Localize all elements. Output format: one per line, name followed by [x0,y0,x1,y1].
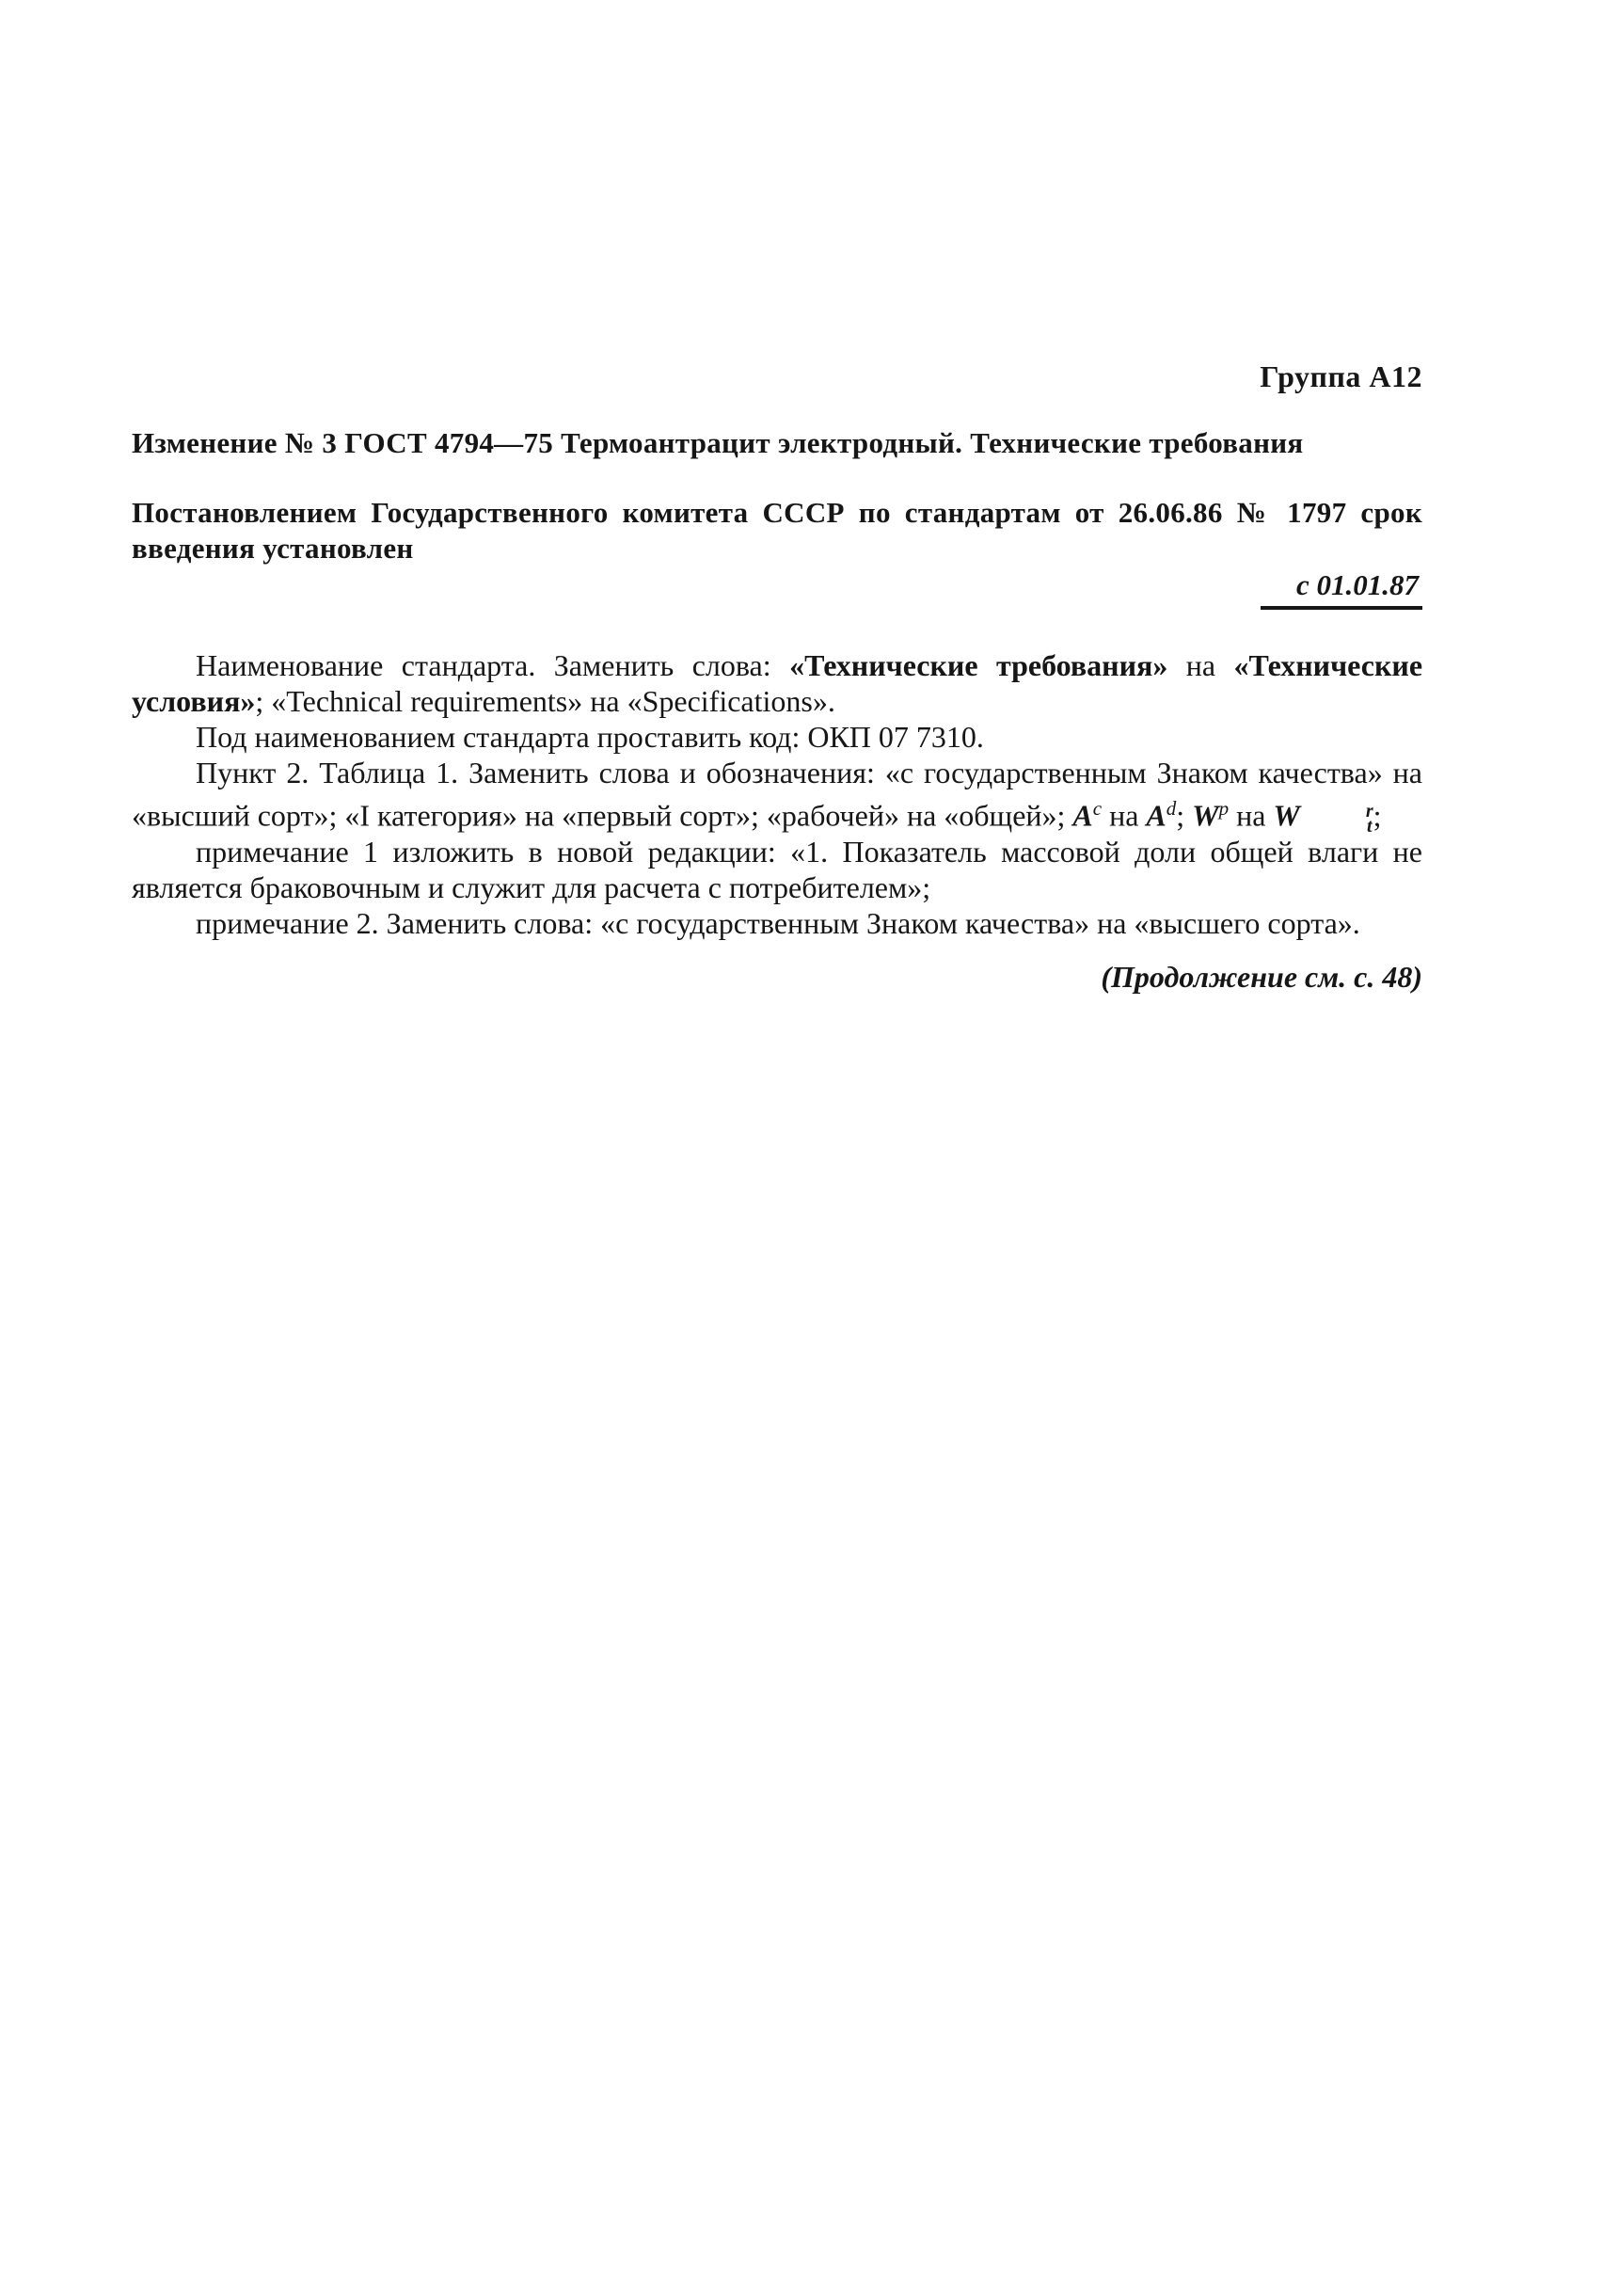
symbol-a: A [1072,798,1093,833]
paragraph-note-1: примечание 1 изложить в новой редакции: «1. Показатель массовой доли общей влаги не является браковочным и служит для расчета с потребителем»; [132,835,1422,905]
paragraph-title-change [132,647,1422,719]
symbol-a-sup: с [1092,797,1103,820]
document-page [132,358,1422,996]
new-title-quote: «Технические условия» [132,648,1423,718]
paragraph-okp-code: Под наименованием стандарта проставить код: ОКП 07 7310. [196,720,984,754]
symbol-w-sup: р [1218,797,1230,820]
effective-date: с 01.01.87 [1261,566,1422,610]
symbol-ad: A [1146,798,1167,833]
symbol-wt: W [1273,798,1300,833]
amendment-body [132,647,1422,941]
paragraph-table-changes [132,755,1422,837]
symbol-w: W [1192,798,1219,833]
text: ; [1373,798,1382,833]
text: ; «Technical requirements» на «Specifications». [255,684,835,718]
effective-date-block [132,566,1422,610]
symbol-wt-sub: t [1366,816,1373,837]
old-title-quote: «Технические требования» [789,648,1168,682]
symbol-ad-sup: d [1166,797,1177,820]
text: Наименование стандарта. Заменить слова: [196,648,790,682]
symbol-wt-indices [1302,801,1373,837]
amendment-title: Изменение № 3 ГОСТ 4794—75 Термоантрацит электродный. Технические требования [132,426,1304,459]
text: на [1102,798,1147,833]
text: Пункт 2. Таблица 1. Заменить слова и обозначения: «с государственным Знаком качества» на «высший сорт»; «I категория» на «первый сорт»; «рабочей» на «общей»; [132,756,1422,833]
text: на [1229,798,1274,833]
text: на [1167,648,1234,682]
symbol-wt-sup: r [1365,801,1373,822]
continuation-note: (Продолжение см. с. 48) [1101,960,1422,995]
decree-text: Постановлением Государственного комитета СССР по стандартам от 26.06.86 № 1797 срок введения установлен [132,496,1422,565]
paragraph-note-2: примечание 2. Заменить слова: «с государственным Знаком качества» на «высшего сорта». [196,906,1360,941]
text: ; [1176,798,1193,833]
group-code: Группа А12 [1260,359,1422,393]
